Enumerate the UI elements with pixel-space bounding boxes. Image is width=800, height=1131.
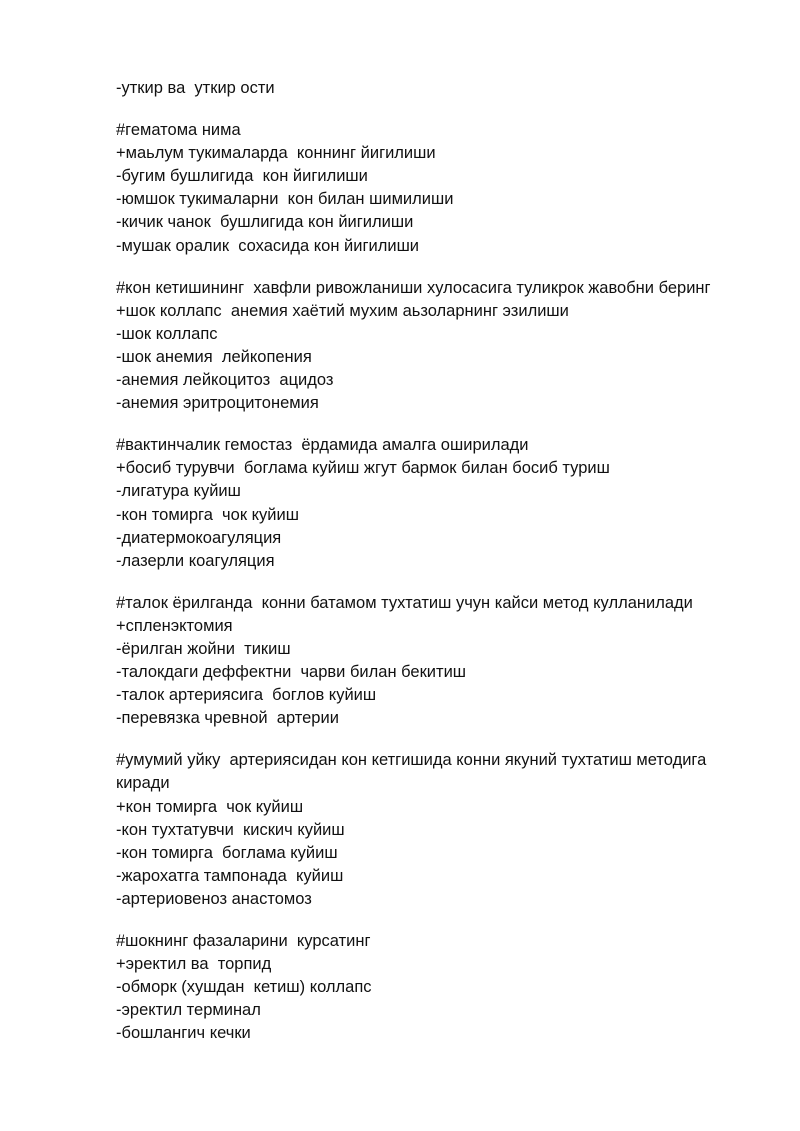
answer-option: -талокдаги деффектни чарви билан бекитиш — [116, 663, 467, 682]
document-content — [116, 77, 756, 1045]
question-text: #талок ёрилганда конни батамом тухтатиш учун кайси метод кулланилади — [116, 593, 693, 612]
answer-option: -анемия лейкоцитоз ацидоз — [116, 371, 334, 390]
answer-option: +спленэктомия — [116, 616, 233, 635]
question-group-2 — [116, 277, 756, 416]
answer-option: -диатермокоагуляция — [116, 528, 282, 547]
answer-option: -кичик чанок бушлигида кон йигилиши — [116, 213, 414, 232]
answer-option: -обморк (хушдан кетиш) коллапс — [116, 978, 372, 997]
answer-option: -лигатура куйиш — [116, 482, 241, 501]
answer-option: -лазерли коагуляция — [116, 551, 275, 570]
answer-option: -анемия эритроцитонемия — [116, 394, 319, 413]
answer-option: -талок артериясига боглов куйиш — [116, 686, 377, 705]
question-text: #умумий уйку артериясидан кон кетгишида конни якуний тухтатиш методига киради — [116, 751, 711, 793]
intro-line: -уткир ва уткир ости — [116, 79, 275, 97]
answer-option: -шок анемия лейкопения — [116, 347, 312, 366]
answer-option: -кон тухтатувчи кискич куйиш — [116, 820, 345, 839]
question-group-3 — [116, 434, 756, 573]
answer-option: +шок коллапс анемия хаётий мухим аьзоларнинг эзилиши — [116, 301, 569, 320]
intro-group — [116, 77, 756, 100]
question-text: #вактинчалик гемостаз ёрдамида амалга оширилади — [116, 436, 529, 455]
answer-option: +эректил ва торпид — [116, 955, 272, 974]
answer-option: -кон томирга боглама куйиш — [116, 843, 338, 862]
answer-option: -бошлангич кечки — [116, 1024, 251, 1043]
answer-option: -юмшок тукималарни кон билан шимилиши — [116, 190, 454, 209]
question-group-4 — [116, 592, 756, 731]
question-text: #кон кетишининг хавфли ривожланиши хулосасига туликрок жавобни беринг — [116, 278, 711, 297]
question-text: #гематома нима — [116, 121, 241, 140]
question-group-5 — [116, 749, 756, 911]
answer-option: +кон томирга чок куйиш — [116, 797, 304, 816]
answer-option: -бугим бушлигида кон йигилиши — [116, 167, 368, 186]
question-group-6 — [116, 930, 756, 1045]
answer-option: +маьлум тукималарда коннинг йигилиши — [116, 144, 436, 163]
answer-option: -кон томирга чок куйиш — [116, 505, 299, 524]
answer-option: -шок коллапс — [116, 324, 218, 343]
answer-option: +босиб турувчи боглама куйиш жгут бармок билан босиб туриш — [116, 459, 610, 478]
question-group-1 — [116, 119, 756, 258]
answer-option: -артериовеноз анастомоз — [116, 889, 312, 908]
answer-option: -ёрилган жойни тикиш — [116, 639, 291, 658]
answer-option: -жарохатга тампонада куйиш — [116, 866, 344, 885]
question-text: #шокнинг фазаларини курсатинг — [116, 932, 371, 950]
answer-option: -перевязка чревной артерии — [116, 709, 339, 728]
answer-option: -мушак оралик сохасида кон йигилиши — [116, 236, 420, 255]
answer-option: -эректил терминал — [116, 1001, 261, 1020]
